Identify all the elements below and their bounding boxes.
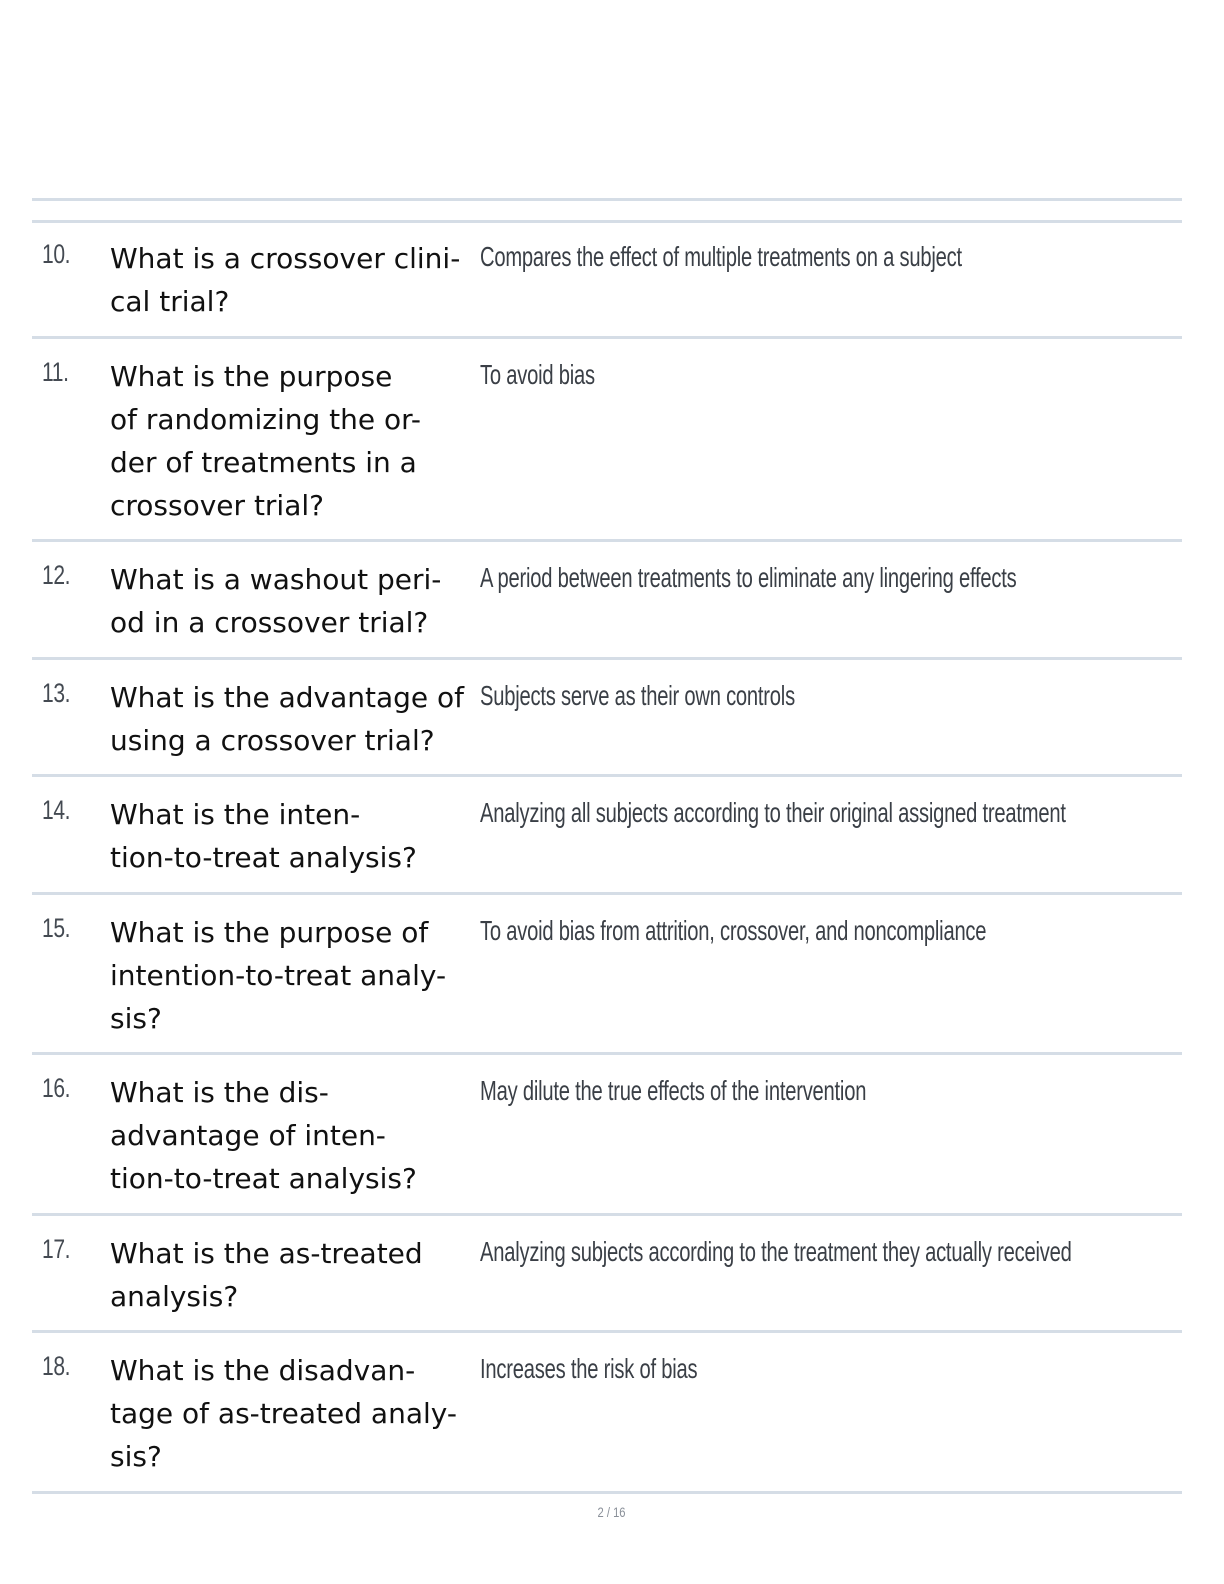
card-number: 16. — [42, 1073, 71, 1103]
card-answer: Analyzing all subjects according to their original assigned treatment — [480, 797, 1066, 828]
card-answer: May dilute the true effects of the intervention — [480, 1075, 867, 1106]
card-number: 17. — [42, 1234, 71, 1264]
flashcard-row — [32, 660, 1182, 777]
flashcard-row — [32, 895, 1182, 1055]
card-answer: To avoid bias from attrition, crossover, and noncompliance — [480, 915, 987, 946]
card-answer: A period between treatments to eliminate any lingering effects — [480, 562, 1017, 593]
card-answer: To avoid bias — [480, 359, 595, 390]
card-number: 11. — [42, 357, 69, 387]
page-indicator: 2 / 16 — [597, 1504, 627, 1520]
flashcard-row — [32, 339, 1182, 542]
card-question: What is the advantage of using a crossover trial? — [110, 681, 465, 757]
flashcard-row — [32, 777, 1182, 895]
card-question: What is the inten- tion-to-treat analysis? — [110, 798, 417, 874]
card-question: What is a washout peri- od in a crossover trial? — [110, 563, 442, 639]
card-number: 15. — [42, 913, 71, 943]
card-number: 10. — [42, 239, 71, 269]
card-answer: Compares the effect of multiple treatments on a subject — [480, 241, 962, 272]
card-question: What is the purpose of randomizing the or- der of treatments in a crossover trial? — [110, 360, 421, 522]
card-question: What is the dis- advantage of inten- tion-to-treat analysis? — [110, 1076, 417, 1195]
card-question: What is a crossover clini- cal trial? — [110, 242, 461, 318]
card-answer: Subjects serve as their own controls — [480, 680, 795, 711]
card-number: 13. — [42, 678, 71, 708]
flashcard-row — [32, 1216, 1182, 1333]
flashcard-row — [32, 221, 1182, 339]
flashcard-row — [32, 1333, 1182, 1494]
card-question: What is the as-treated analysis? — [110, 1237, 423, 1313]
card-number: 14. — [42, 795, 71, 825]
flashcard-row — [32, 1055, 1182, 1216]
flashcard-row — [32, 542, 1182, 660]
card-answer: Increases the risk of bias — [480, 1353, 698, 1384]
card-number: 18. — [42, 1351, 71, 1381]
header-divider — [32, 198, 1182, 201]
card-number: 12. — [42, 560, 71, 590]
card-answer: Analyzing subjects according to the treatment they actually received — [480, 1236, 1072, 1267]
flashcard-list — [32, 221, 1182, 1494]
card-question: What is the disadvan- tage of as-treated analy- sis? — [110, 1354, 457, 1473]
page-footer — [0, 1504, 1224, 1520]
card-question: What is the purpose of intention-to-treat analy- sis? — [110, 916, 447, 1035]
